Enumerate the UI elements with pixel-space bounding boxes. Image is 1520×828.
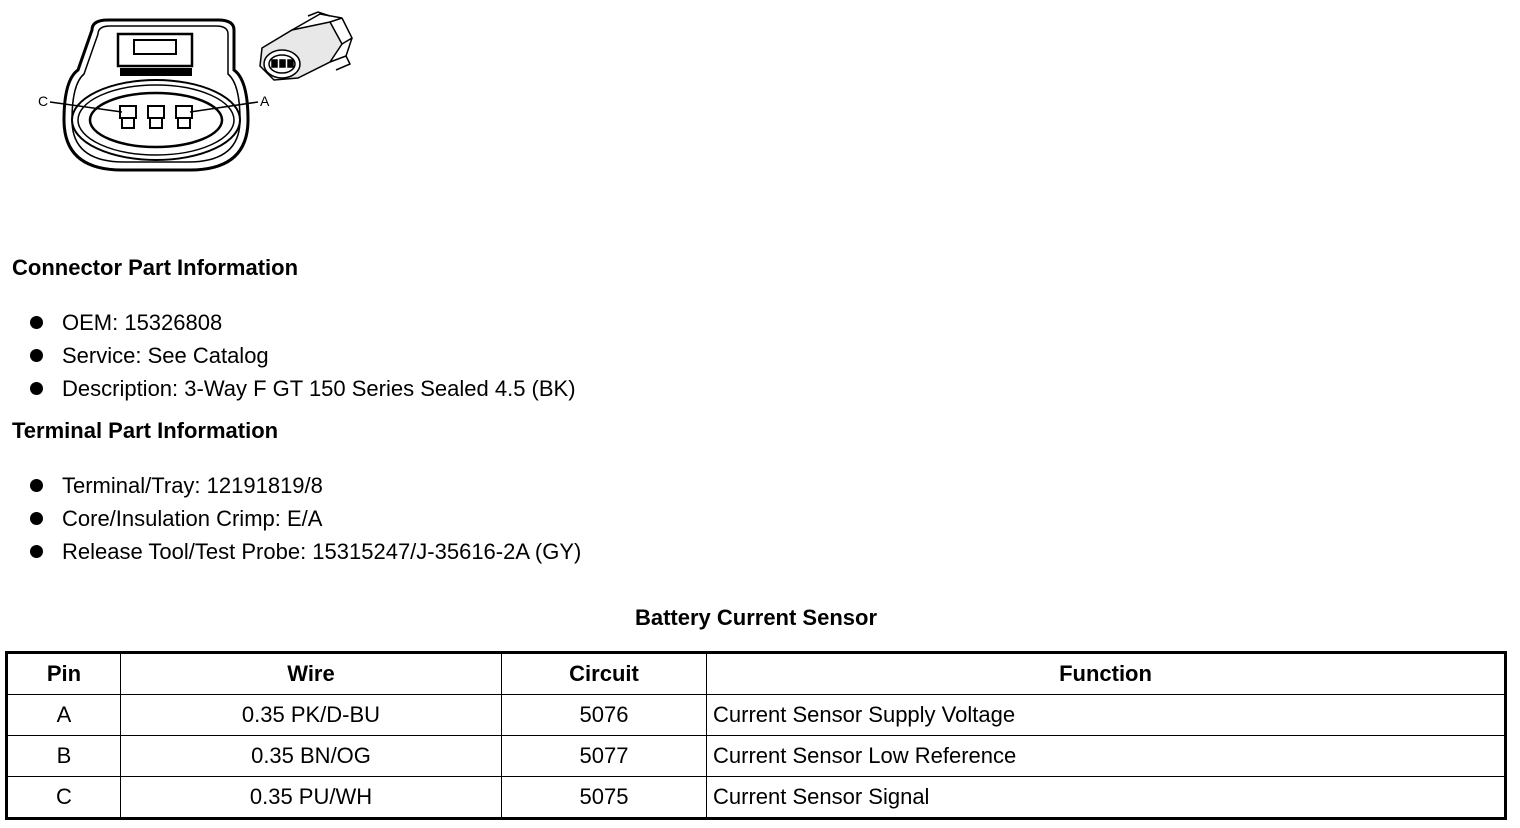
bullet-icon xyxy=(30,349,43,362)
list-item xyxy=(28,502,581,535)
cell-pin: C xyxy=(7,777,121,819)
connector-diagram xyxy=(30,8,370,180)
list-item xyxy=(28,535,581,568)
bullet-icon xyxy=(30,512,43,525)
bullet-icon xyxy=(30,382,43,395)
pin-label-a: A xyxy=(260,93,270,109)
list-item-text: Description: 3-Way F GT 150 Series Sealed 4.5 (BK) xyxy=(62,376,576,401)
connector-part-info-list xyxy=(28,306,576,405)
list-item-text: Core/Insulation Crimp: E/A xyxy=(62,506,323,531)
list-item xyxy=(28,469,581,502)
table-row xyxy=(7,695,1506,736)
cell-function: Current Sensor Signal xyxy=(707,777,1506,819)
cell-wire: 0.35 PK/D-BU xyxy=(121,695,502,736)
terminal-part-info-list xyxy=(28,469,581,568)
cell-pin: A xyxy=(7,695,121,736)
pinout-table xyxy=(5,651,1507,820)
pin-label-c: C xyxy=(38,93,49,109)
column-header-wire: Wire xyxy=(121,653,502,695)
list-item-text: OEM: 15326808 xyxy=(62,310,223,335)
table-header-row xyxy=(7,653,1506,695)
terminal-cavities xyxy=(120,106,192,128)
connector-part-info-heading: Connector Part Information xyxy=(12,255,299,280)
list-item xyxy=(28,339,576,372)
list-item-text: Service: See Catalog xyxy=(62,343,269,368)
bullet-icon xyxy=(30,479,43,492)
terminal-part-info-heading: Terminal Part Information xyxy=(12,418,279,443)
table-row xyxy=(7,777,1506,819)
cell-wire: 0.35 BN/OG xyxy=(121,736,502,777)
table-title: Battery Current Sensor xyxy=(634,605,878,630)
list-item xyxy=(28,306,576,339)
bullet-icon xyxy=(30,545,43,558)
column-header-function: Function xyxy=(707,653,1506,695)
connector-face-drawing xyxy=(30,8,370,180)
column-header-circuit: Circuit xyxy=(502,653,707,695)
list-item xyxy=(28,372,576,405)
cell-function: Current Sensor Supply Voltage xyxy=(707,695,1506,736)
cell-circuit: 5076 xyxy=(502,695,707,736)
connector-iso-view xyxy=(260,12,352,80)
table-row xyxy=(7,736,1506,777)
cell-circuit: 5077 xyxy=(502,736,707,777)
list-item-text: Terminal/Tray: 12191819/8 xyxy=(62,473,323,498)
cell-function: Current Sensor Low Reference xyxy=(707,736,1506,777)
column-header-pin: Pin xyxy=(7,653,121,695)
bullet-icon xyxy=(30,316,43,329)
cell-pin: B xyxy=(7,736,121,777)
cell-wire: 0.35 PU/WH xyxy=(121,777,502,819)
list-item-text: Release Tool/Test Probe: 15315247/J-35616-2A (GY) xyxy=(62,539,582,564)
cell-circuit: 5075 xyxy=(502,777,707,819)
